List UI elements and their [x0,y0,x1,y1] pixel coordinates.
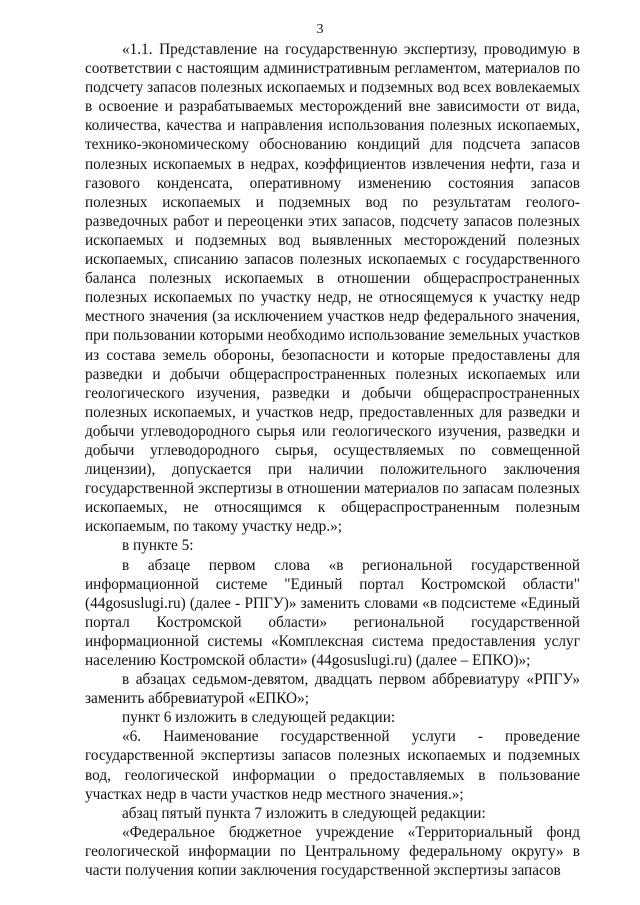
paragraph-point-7-text: «Федеральное бюджетное учреждение «Территориальный фонд геологической информации по Центральному федеральному округу» в части получения копии заключения государственной экспертизы запасов [85,823,580,880]
page-number: 3 [316,22,324,37]
paragraph-point-5-abbreviation: в абзацах седьмом-девятом, двадцать первом аббревиатуру «РПГУ» заменить аббревиатурой «ЕПКО»; [85,671,580,708]
paragraph-point-6-intro: пункт 6 изложить в следующей редакции: [122,709,396,727]
paragraph-point-7-intro: абзац пятый пункта 7 изложить в следующей редакции: [122,804,486,822]
document-body [85,40,580,880]
paragraph-point-5-intro: в пункте 5: [122,537,194,555]
paragraph-1-1-expertise: «1.1. Представление на государственную экспертизу, проводимую в соответствии с настоящим административным регламентом, материалов по подсчету запасов полезных ископаемых и подземных вод всех вовлекаемых в освоение и разрабатываемых месторождений вне зависимости от вида, количества, качества и направления использования полезных ископаемых, технико-экономическому обоснованию кондиций для подсчета запасов полезных ископаемых в недрах, коэффициентов извлечения нефти, газа и газового конденсата, оперативному изменению состояния запасов полезных ископаемых и подземных вод по результатам геолого-разведочных работ и переоценки этих запасов, подсчету запасов полезных ископаемых и подземных вод выявленных месторождений полезных ископаемых, списанию запасов полезных ископаемых с государственного баланса полезных ископаемых в отношении общераспространенных полезных ископаемых по участку недр, не относящемуся к участку недр местного значения (за исключением участков недр федерального значения, при пользовании которыми необходимо использование земельных участков из состава земель обороны, безопасности и которые предоставлены для разведки и добычи общераспространенных полезных ископаемых или геологического изучения, разведки и добычи общераспространенных полезных ископаемых, и участков недр, предоставленных для разведки и добычи углеводородного сырья или геологического изучения, разведки и добычи углеводородного сырья, осуществляемых по совмещенной лицензии), допускается при наличии положительного заключения государственной экспертизы в отношении материалов по запасам полезных ископаемых, не относящимся к общераспространенным полезным ископаемым, по такому участку недр.»; [85,41,580,536]
paragraph-point-5-first-abzac: в абзаце первом слова «в региональной государственной информационной системе "Единый портал Костромской области" (44gosuslugi.ru) (далее - РПГУ)» заменить словами «в подсистеме «Единый портал Костромской области» региональной государственной информационной системы «Комплексная система предоставления услуг населению Костромской области» (44gosuslugi.ru) (далее – ЕПКО)»; [85,556,580,669]
paragraph-point-6-text: «6. Наименование государственной услуги - проведение государственной экспертизы запасов полезных ископаемых и подземных вод, геологической информации о предоставляемых в пользование участках недр в части участков недр местного значения.»; [85,728,580,803]
